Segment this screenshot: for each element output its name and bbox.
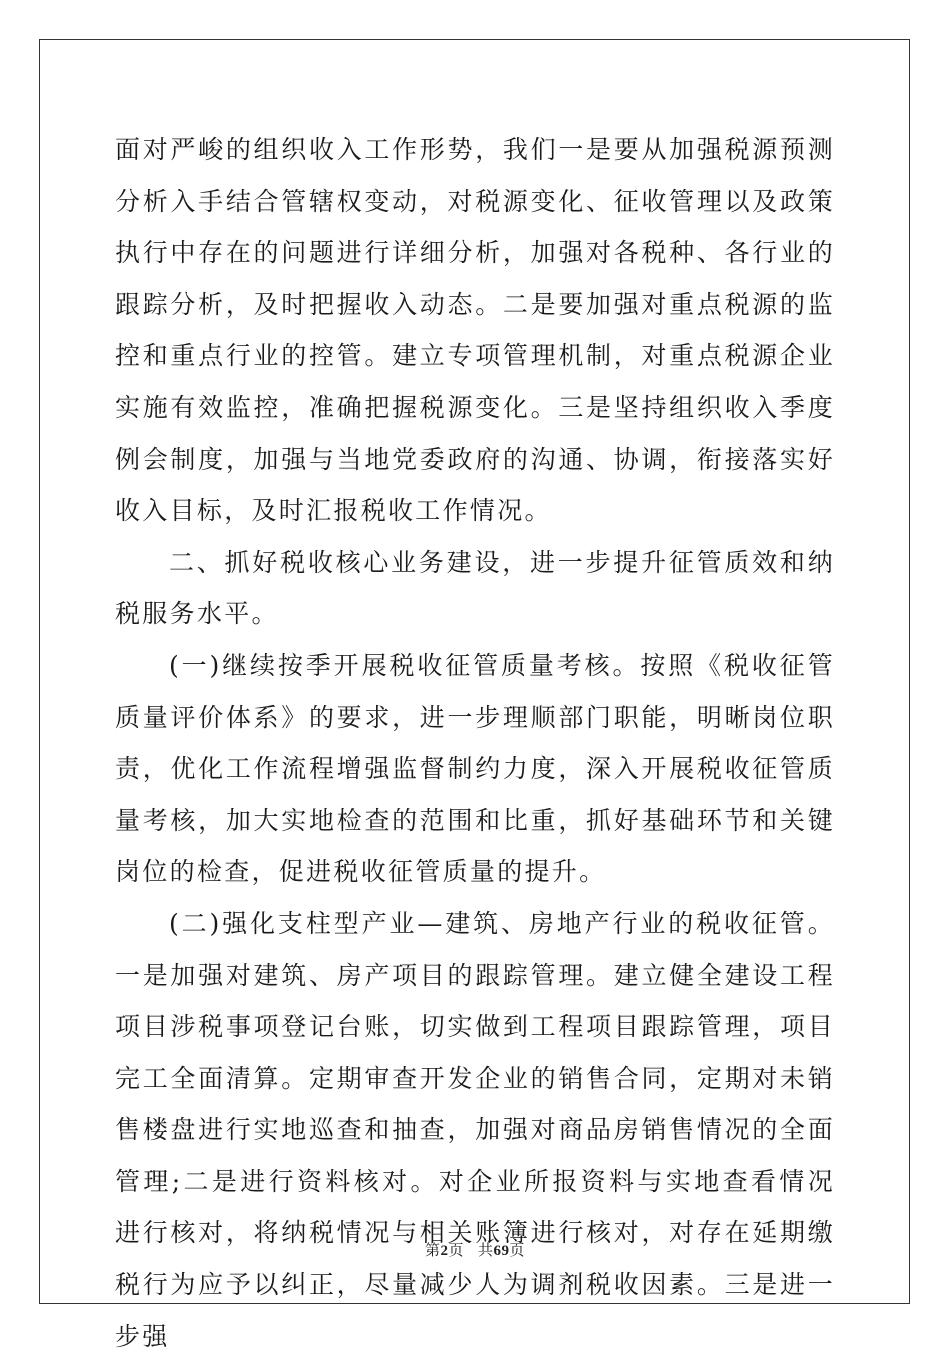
page-suffix: 页 — [448, 1243, 464, 1259]
page-number: 2 — [440, 1243, 449, 1259]
page-prefix: 第 — [424, 1243, 441, 1259]
total-pages: 69 — [493, 1243, 510, 1259]
total-suffix: 页 — [509, 1243, 526, 1259]
paragraph-3: (一)继续按季开展税收征管质量考核。按照《税收征管质量评价体系》的要求，进一步理顺部门职能，明晰岗位职责，优化工作流程增强监督制约力度，深入开展税收征管质量考核，加大实地检查的范围和比重，抓好基础环节和关键岗位的检查，促进税收征管质量的提升。 — [115, 650, 835, 887]
document-body — [115, 124, 835, 1362]
paragraph-2: 二、抓好税收核心业务建设，进一步提升征管质效和纳税服务水平。 — [115, 547, 835, 629]
page-footer — [0, 1239, 950, 1260]
total-prefix: 共 — [478, 1243, 494, 1259]
paragraph-4: (二)强化支柱型产业—建筑、房地产行业的税收征管。一是加强对建筑、房产项目的跟踪管理。建立健全建设工程项目涉税事项登记台账，切实做到工程项目跟踪管理，项目完工全面清算。定期审查开发企业的销售合同，定期对未销售楼盘进行实地巡查和抽查，加强对商品房销售情况的全面管理;二是进行资料核对。对企业所报资料与实地查看情况进行核对，将纳税情况与相关账簿进行核对，对存在延期缴税行为应予以纠正，尽量减少人为调剂税收因素。三是进一步强 — [115, 908, 835, 1351]
paragraph-1: 面对严峻的组织收入工作形势，我们一是要从加强税源预测分析入手结合管辖权变动，对税源变化、征收管理以及政策执行中存在的问题进行详细分析，加强对各税种、各行业的跟踪分析，及时把握收入动态。二是要加强对重点税源的监控和重点行业的控管。建立专项管理机制，对重点税源企业实施有效监控，准确把握税源变化。三是坚持组织收入季度例会制度，加强与当地党委政府的沟通、协调，衔接落实好收入目标，及时汇报税收工作情况。 — [115, 135, 835, 526]
